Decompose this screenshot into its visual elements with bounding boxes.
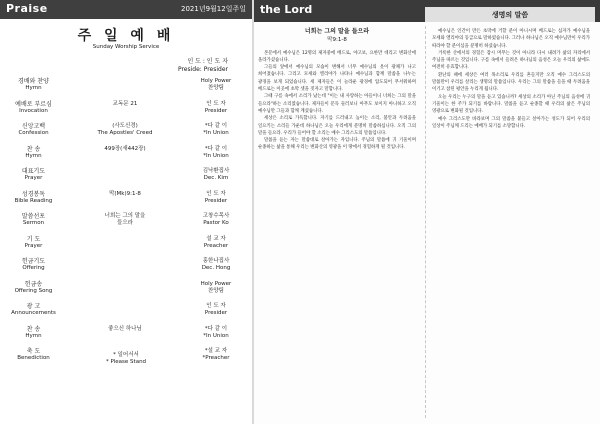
order-leader	[186, 303, 246, 317]
sermon-paragraph: 예수 그리스도만 바라보며 그의 말씀을 붙들고 살아가는 성도가 되어 우리의 일상이 주님께 드리는 예배가 되기를 소망합니다.	[432, 116, 590, 129]
order-item-ko: 성경봉독	[21, 190, 46, 198]
order-content-line1: 너희는 그의 말을	[104, 213, 146, 219]
sermon-column-right	[432, 28, 590, 130]
order-item-en: Hymn	[25, 152, 42, 159]
order-item-ko: 찬 송	[26, 325, 41, 333]
order-leader-en: *In Union	[203, 130, 229, 136]
order-item	[6, 78, 61, 92]
stand-note-en: * Please Stand	[105, 359, 147, 365]
service-subtitle: Sunday Worship Service	[92, 44, 160, 50]
order-leader-ko: *다 같 이	[204, 325, 228, 332]
order-item-ko: 광 고	[26, 303, 41, 310]
order-content	[70, 213, 180, 227]
order-leader-en: Presider	[204, 107, 228, 114]
sermon-paragraph: 환난의 때에 세상은 여러 목소리로 우리를 흔들지만 오직 예수 그리스도의 말씀만이 우리를 살리는 생명의 말씀입니다. 우리는 그의 말씀을 들을 때 두려움을 이기고 참된 평안을 누리게 됩니다.	[432, 72, 590, 93]
service-title: 주 일 예 배	[77, 28, 175, 44]
service-date: 2021년9월12일주일	[181, 5, 246, 13]
order-leader-ko: Holy Power	[200, 78, 232, 84]
order-leader	[186, 236, 246, 250]
worship-order-page	[0, 0, 253, 424]
sermon-paragraph: 예수님은 인간이 만든 초막에 거할 분이 아니시며 베드로는 십자가 예수님을 모세와 엘리야의 동급으로 말하였습니다. 그러나 하나님은 오직 예수님만이 우리가 따라야 할 분이심을 분명히 하셨습니다.	[432, 29, 590, 49]
order-leader-ko: *다 같 이	[204, 123, 228, 129]
order-leader	[186, 78, 246, 92]
word-of-life-banner	[425, 7, 595, 22]
sermon-paragraph: 본문에서 예수님은 12명의 제자중에 베드로, 야고보, 요한만 데리고 변화산에 올라가셨습니다.	[258, 50, 416, 63]
order-leader-en: Presider	[204, 310, 228, 316]
order-content-line2: 들으라	[117, 220, 133, 226]
order-leader	[186, 123, 246, 137]
sermon-title: 너희는 그의 말을 들으라	[304, 28, 370, 35]
order-content-line1: 막(Mk)9:1-8	[109, 190, 141, 197]
order-item-en: Prayer	[24, 242, 43, 249]
order-item-en: Invocation	[19, 107, 48, 114]
order-item	[6, 326, 61, 340]
order-item	[6, 213, 61, 227]
order-content-line1: 좋으신 하나님	[108, 325, 142, 332]
order-content	[70, 326, 180, 333]
order-leader-ko: *다 같 이	[204, 145, 228, 152]
order-leader	[186, 191, 246, 205]
order-leader-en: *In Union	[203, 152, 229, 159]
order-item	[6, 303, 61, 317]
order-item-ko: 신앙고백	[21, 123, 46, 130]
order-leader-en: Preacher	[203, 242, 229, 249]
sermon-reference: 막9:1-8	[327, 37, 347, 44]
order-item	[6, 101, 61, 115]
order-leader	[186, 101, 246, 115]
order-item-ko: 찬 송	[26, 145, 41, 153]
sermon-column-left	[258, 28, 416, 152]
order-item-ko: 경배와 찬양	[18, 78, 49, 85]
order-content	[70, 123, 180, 137]
stand-note	[0, 352, 252, 366]
order-leader-en: 찬양팀	[208, 85, 224, 91]
stand-note-ko: * 일어서서	[113, 352, 139, 358]
order-row	[6, 326, 246, 349]
praise-title: Praise	[6, 2, 48, 15]
order-row	[6, 146, 246, 169]
order-item-en: Offering	[22, 265, 45, 271]
sermon-paragraph: 그들의 앞에서 예수님의 모습이 변해서 너무 예수님의 옷이 광채가 나고 희어졌습니다. 그리고 모세와 엘리야가 나타나 예수님과 함께 말씀을 나누는 광경을 보게 되었습니다. 세 제자들은 이 놀라운 광경에 압도되어 무서워하며 베드로는 이곳에 초막 셋을 짓자고 말합니다.	[258, 65, 416, 93]
order-row	[6, 191, 246, 214]
presider-ko: 인 도 : 인 도 자	[187, 58, 228, 65]
sermon-paragraph: 세상은 소리로 가득합니다. 자기를 드러내고 높이는 소리, 불안과 두려움을 일으키는 소리들 가운데 하나님은 오늘 우리에게 분명히 말씀하십니다. 오직 그의 말을 들으라. 우리가 들어야 할 소리는 예수 그리스도의 말씀입니다.	[258, 116, 416, 136]
order-leader	[186, 281, 246, 295]
order-leader-ko: 김낙환집사	[202, 168, 230, 174]
order-leader	[186, 146, 246, 160]
order-item-en: Benediction	[17, 355, 50, 361]
order-leader-en: Dec. Kim	[203, 175, 229, 181]
order-leader-ko: 인 도 자	[206, 190, 226, 197]
order-row	[6, 281, 246, 304]
order-leader-ko: 설 교 자	[206, 235, 226, 242]
order-row	[6, 78, 246, 101]
order-leader	[186, 168, 246, 182]
order-row	[6, 303, 246, 326]
order-leader-ko: 홍한나집사	[202, 258, 230, 264]
order-leader-en: Dec. Hong	[201, 265, 231, 271]
order-item-ko: 대표기도	[21, 168, 46, 175]
order-of-worship	[6, 78, 246, 371]
order-leader	[186, 213, 246, 227]
word-of-life-title: 생명의 말씀	[491, 11, 529, 19]
order-item	[6, 258, 61, 272]
order-item-ko: 헌금송	[24, 280, 43, 288]
presider-line	[168, 58, 228, 74]
order-leader-en: Presider	[204, 197, 228, 204]
order-item-en: Sermon	[22, 220, 45, 226]
praise-header	[0, 0, 252, 19]
order-item	[6, 146, 61, 160]
order-content	[70, 101, 180, 108]
order-item-en: Prayer	[24, 175, 43, 181]
order-content	[70, 146, 180, 153]
order-leader-ko: 고창수목사	[202, 213, 230, 219]
order-item-ko: 말씀선포	[21, 213, 46, 220]
order-row	[6, 236, 246, 259]
order-row	[6, 123, 246, 146]
order-item-en: Announcements	[11, 310, 56, 316]
order-item-ko: 예배로 부르심	[15, 100, 52, 108]
order-content	[70, 191, 180, 198]
order-content-line1: 499장(새442장)	[104, 145, 146, 152]
order-item-en: Hymn	[25, 332, 42, 339]
order-item-ko: 헌금기도	[21, 258, 46, 265]
order-leader-ko: 인 도 자	[206, 303, 226, 309]
order-item	[6, 281, 61, 295]
sermon-paragraph: 오늘 우리는 누구의 말을 듣고 있습니까? 세상의 소리가 아닌 주님의 음성에 귀 기울이는 한 주가 되기를 바랍니다. 말씀을 듣고 순종할 때 우리의 삶은 주님의 영광으로 변화될 것입니다.	[432, 94, 590, 115]
sermon-page	[254, 0, 600, 424]
order-leader-ko: *설 교 자	[204, 348, 228, 354]
presider-en: Preside: Presider	[177, 66, 228, 73]
order-row	[6, 258, 246, 281]
order-content-line2: The Apostles' Creed	[97, 130, 153, 136]
order-item	[6, 236, 61, 250]
order-row	[6, 168, 246, 191]
order-item	[6, 168, 61, 182]
order-item	[6, 191, 61, 205]
order-item-en: Bible Reading	[14, 197, 53, 204]
order-leader	[186, 326, 246, 340]
order-item-en: Offering Song	[14, 287, 53, 294]
lord-title: the Lord	[260, 3, 313, 16]
sermon-paragraph: 말씀을 듣는 자는 말씀대로 살아가는 자입니다. 주님의 말씀에 귀 기울이며 순종하는 삶을 통해 우리는 변화산의 영광을 이 땅에서 경험하게 될 것입니다.	[258, 138, 416, 151]
order-leader-en: 찬양팀	[208, 287, 224, 294]
order-row	[6, 213, 246, 236]
column-divider	[425, 26, 426, 418]
order-item-ko: 기 도	[26, 235, 41, 243]
order-content-line1: (사도신경)	[112, 123, 138, 129]
sermon-paragraph: 그때 구름 속에서 소리가 났는데 "이는 내 사랑하는 아들이니 너희는 그의 말을 들으라"하는 소리였습니다. 제자들이 문득 둘러보니 아무도 보이지 아니하고 오직 예수님만 그들과 함께 계셨습니다.	[258, 94, 416, 114]
order-leader-ko: Holy Power	[200, 280, 232, 287]
order-item-en: Confession	[18, 130, 49, 136]
order-row	[6, 101, 246, 124]
order-leader-ko: 인 도 자	[206, 100, 226, 107]
order-leader-en: *Preacher	[202, 355, 230, 361]
sermon-paragraph: 거룩한 산에서의 경험은 잠시 머무는 것이 아니라 다시 내려가 삶의 자리에서 주님을 따르는 것입니다. 구름 속에서 들려온 하나님의 음성은 오늘 우리의 삶에도 여전히 유효합니다.	[432, 50, 590, 71]
order-content-line1: 교독문 21	[112, 100, 138, 107]
order-leader-en: *In Union	[203, 332, 229, 339]
order-item-en: Hymn	[25, 85, 42, 91]
order-leader-en: Pastor Ko	[203, 220, 229, 226]
order-item	[6, 123, 61, 137]
order-item-ko: 축 도	[26, 348, 41, 355]
order-leader	[186, 258, 246, 272]
